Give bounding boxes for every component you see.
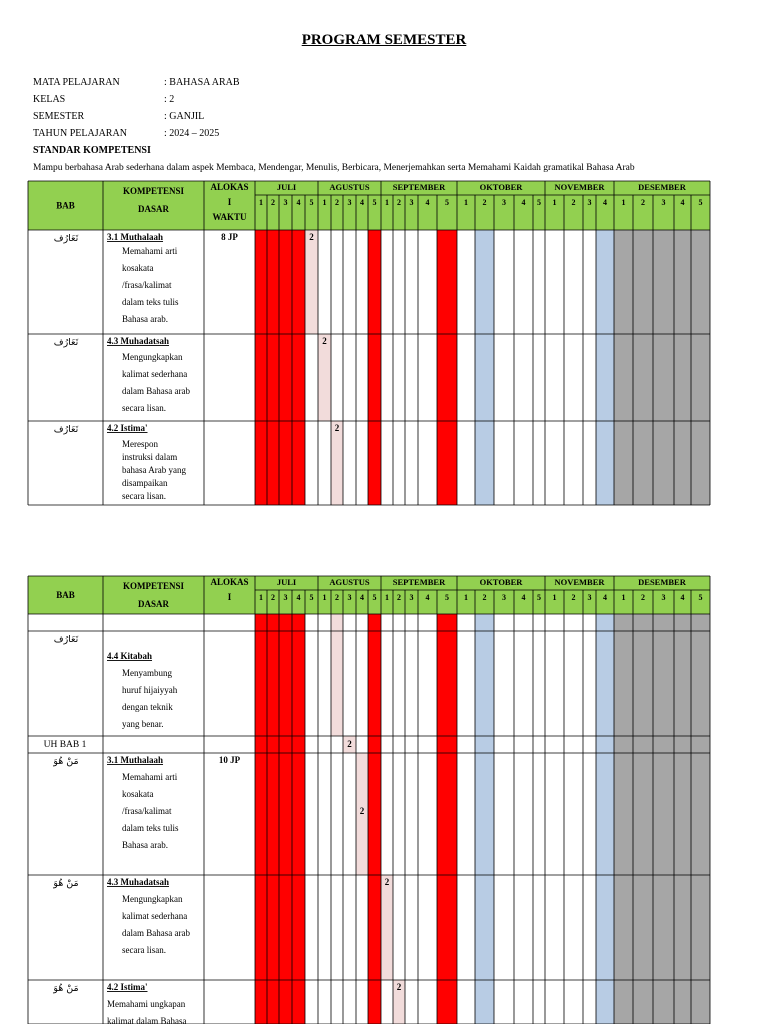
kd-description: Menyambung: [122, 668, 172, 678]
header-month: OKTOBER: [479, 577, 523, 587]
header-week: 4: [680, 593, 685, 602]
kd-title: 3.1 Muthalaah: [107, 232, 164, 242]
header-month: DESEMBER: [638, 577, 686, 587]
header-alokasi: I: [227, 592, 232, 602]
header-month: SEPTEMBER: [392, 577, 446, 587]
kd-title: 4.4 Kitabah: [107, 651, 153, 661]
bab-cell-text: مَنْ هُوَ: [53, 878, 79, 889]
header-week: 5: [445, 198, 449, 207]
header-week: 3: [661, 198, 666, 207]
alokasi-value: 10 JP: [218, 755, 241, 765]
header-bab: BAB: [56, 200, 75, 211]
header-week: 1: [322, 593, 327, 602]
header-month: DESEMBER: [638, 182, 686, 192]
week-column-fill: [255, 614, 267, 1024]
kd-description: kosakata: [122, 789, 154, 799]
kd-description: dengan teknik: [122, 702, 173, 712]
page-title: PROGRAM SEMESTER: [301, 32, 467, 48]
kd-description: kosakata: [122, 263, 154, 273]
kd-description: secara lisan.: [122, 945, 166, 955]
header-week: 2: [271, 593, 275, 602]
header-month: JULI: [276, 182, 297, 192]
week-column-fill: [691, 614, 710, 1024]
week-column-fill: [653, 230, 674, 505]
week-column-fill: [674, 614, 691, 1024]
kd-description: disampaikan: [122, 478, 168, 488]
header-dasar: DASAR: [137, 204, 170, 214]
week-column-fill: [653, 614, 674, 1024]
kd-description: /frasa/kalimat: [122, 806, 172, 816]
header-bab: BAB: [56, 590, 75, 600]
kd-description: dalam Bahasa arab: [122, 928, 190, 938]
week-column-fill: [437, 614, 457, 1024]
header-week: 5: [372, 198, 377, 207]
header-dasar: DASAR: [137, 599, 170, 609]
header-week: 5: [537, 198, 541, 207]
week-column-fill: [475, 230, 494, 505]
header-week: 3: [283, 198, 288, 207]
header-week: 1: [259, 593, 263, 602]
header-month: AGUSTUS: [329, 182, 370, 192]
week-column-fill: [279, 614, 292, 1024]
standar-kompetensi-heading: STANDAR KOMPETENSI: [33, 145, 151, 156]
schedule-mark-cell: [331, 421, 343, 505]
schedule-mark-cell: [331, 614, 343, 631]
week-column-fill: [368, 230, 381, 505]
header-month: JULI: [276, 577, 297, 587]
header-week: 4: [680, 198, 685, 207]
header-week: 4: [296, 198, 301, 207]
header-month: NOVEMBER: [554, 182, 605, 192]
header-week: 3: [409, 198, 414, 207]
header-week: 2: [482, 593, 487, 602]
bab-cell-text: تَعَارُف: [53, 424, 79, 435]
header-month: OKTOBER: [479, 182, 523, 192]
bab-cell-text: مَنْ هُوَ: [53, 756, 79, 767]
header-kompetensi: KOMPETENSI: [122, 186, 185, 196]
kd-description: yang benar.: [122, 719, 164, 729]
header-alokasi: I: [227, 197, 232, 207]
kd-description: /frasa/kalimat: [122, 280, 172, 290]
week-column-fill: [596, 230, 614, 505]
header-week: 4: [425, 593, 430, 602]
kd-description: kalimat dalam Bahasa: [107, 1016, 187, 1024]
header-week: 4: [360, 198, 364, 207]
bab-cell-text: تَعَارُف: [53, 233, 79, 244]
bab-cell-text: UH BAB 1: [43, 740, 87, 750]
kd-title: 4.3 Muhadatsah: [107, 877, 170, 887]
week-column-fill: [437, 230, 457, 505]
header-week: 4: [521, 593, 526, 602]
header-week: 2: [397, 593, 401, 602]
header-week: 3: [347, 198, 352, 207]
schedule-mark: 2: [322, 336, 327, 346]
schedule-mark-cell: [331, 631, 343, 736]
header-week: 4: [603, 198, 607, 207]
header-week: 4: [296, 593, 301, 602]
meta-value: : 2: [164, 94, 175, 105]
week-column-fill: [614, 230, 633, 505]
kd-description: bahasa Arab yang: [122, 465, 186, 475]
alokasi-value: 8 JP: [221, 232, 238, 242]
header-week: 1: [552, 198, 557, 207]
week-column-fill: [267, 230, 279, 505]
header-week: 2: [641, 198, 645, 207]
kd-title: 4.2 Istima': [107, 423, 148, 433]
header-week: 2: [335, 198, 339, 207]
week-column-fill: [475, 614, 494, 1024]
meta-label: SEMESTER: [33, 111, 85, 122]
header-week: 3: [283, 593, 288, 602]
week-column-fill: [614, 614, 633, 1024]
kd-title: 4.3 Muhadatsah: [107, 336, 170, 346]
header-week: 4: [603, 593, 607, 602]
header-week: 2: [335, 593, 339, 602]
header-week: 5: [309, 593, 314, 602]
schedule-mark: 2: [334, 423, 340, 433]
kd-description: Mengungkapkan: [122, 894, 183, 904]
header-week: 3: [409, 593, 414, 602]
header-alokasi: WAKTU: [212, 212, 247, 222]
kd-title: 3.1 Muthalaah: [107, 755, 164, 765]
kd-description: instruksi dalam: [122, 452, 178, 462]
header-week: 3: [587, 198, 592, 207]
week-column-fill: [633, 614, 653, 1024]
header-week: 5: [698, 198, 703, 207]
kd-title: 4.2 Istima': [107, 982, 148, 992]
bab-cell-text: مَنْ هُوَ: [53, 983, 79, 994]
header-week: 1: [621, 593, 626, 602]
header-week: 3: [661, 593, 666, 602]
week-column-fill: [633, 230, 653, 505]
kd-description: secara lisan.: [122, 491, 166, 501]
meta-label: KELAS: [33, 94, 66, 105]
header-month: AGUSTUS: [329, 577, 370, 587]
kd-description: dalam teks tulis: [122, 297, 179, 307]
header-week: 3: [502, 198, 506, 207]
week-column-fill: [292, 230, 305, 505]
header-week: 1: [385, 198, 389, 207]
header-week: 5: [537, 593, 541, 602]
week-column-fill: [596, 614, 614, 1024]
header-week: 1: [464, 198, 468, 207]
header-week: 4: [360, 593, 364, 602]
schedule-mark: 2: [359, 806, 365, 816]
header-week: 5: [698, 593, 703, 602]
header-week: 2: [482, 198, 487, 207]
header-alokasi: ALOKAS: [210, 182, 249, 192]
header-week: 5: [372, 593, 377, 602]
schedule-mark-cell: [381, 875, 393, 980]
header-alokasi: ALOKAS: [210, 577, 249, 587]
header-week: 4: [521, 198, 526, 207]
schedule-mark: 2: [384, 877, 390, 887]
header-week: 1: [621, 198, 626, 207]
kd-description: huruf hijaiyyah: [122, 685, 178, 695]
week-column-fill: [368, 614, 381, 1024]
kd-description: secara lisan.: [122, 403, 166, 413]
header-week: 1: [385, 593, 389, 602]
schedule-mark-cell: [318, 334, 331, 421]
week-column-fill: [279, 230, 292, 505]
kd-description: Merespon: [122, 439, 158, 449]
meta-label: TAHUN PELAJARAN: [33, 128, 127, 139]
schedule-mark: 2: [396, 982, 402, 992]
week-column-fill: [292, 614, 305, 1024]
schedule-mark-cell: [305, 230, 318, 334]
week-column-fill: [255, 230, 267, 505]
header-month: NOVEMBER: [554, 577, 605, 587]
header-week: 2: [271, 198, 275, 207]
meta-value: : BAHASA ARAB: [164, 77, 240, 88]
bab-cell-text: تَعَارُف: [53, 337, 79, 348]
header-week: 2: [397, 198, 401, 207]
header-week: 1: [259, 198, 263, 207]
kd-description: Memahami arti: [122, 246, 178, 256]
header-week: 2: [571, 593, 576, 602]
header-week: 2: [571, 198, 576, 207]
meta-value: : 2024 – 2025: [164, 128, 220, 139]
header-week: 3: [587, 593, 592, 602]
week-column-fill: [674, 230, 691, 505]
kd-description: Bahasa arab.: [122, 840, 168, 850]
header-month: SEPTEMBER: [392, 182, 446, 192]
header-week: 3: [502, 593, 506, 602]
header-week: 3: [347, 593, 352, 602]
header-week: 5: [445, 593, 449, 602]
kd-description: Mengungkapkan: [122, 352, 183, 362]
header-week: 1: [552, 593, 557, 602]
schedule-mark: 2: [347, 739, 352, 749]
kd-description: kalimat sederhana: [122, 369, 188, 379]
week-column-fill: [691, 230, 710, 505]
kd-description: Memahami ungkapan: [107, 999, 186, 1009]
schedule-mark: 2: [309, 232, 314, 242]
kd-description: dalam teks tulis: [122, 823, 179, 833]
bab-cell-text: تَعَارُف: [53, 634, 79, 645]
header-week: 5: [309, 198, 314, 207]
header-week: 4: [425, 198, 430, 207]
kd-description: Memahami arti: [122, 772, 178, 782]
meta-value: : GANJIL: [164, 111, 205, 122]
week-column-fill: [267, 614, 279, 1024]
header-week: 1: [322, 198, 327, 207]
header-kompetensi: KOMPETENSI: [122, 581, 185, 591]
meta-label: MATA PELAJARAN: [33, 77, 120, 88]
header-week: 2: [641, 593, 645, 602]
kd-description: dalam Bahasa arab: [122, 386, 190, 396]
kd-description: Bahasa arab.: [122, 314, 168, 324]
standar-kompetensi-text: Mampu berbahasa Arab sederhana dalam aspek Membaca, Mendengar, Menulis, Berbicara, Menerjemahkan serta Memahami Kaidah gramatikal Bahasa Arab: [33, 163, 635, 173]
header-week: 1: [464, 593, 468, 602]
kd-description: kalimat sederhana: [122, 911, 188, 921]
